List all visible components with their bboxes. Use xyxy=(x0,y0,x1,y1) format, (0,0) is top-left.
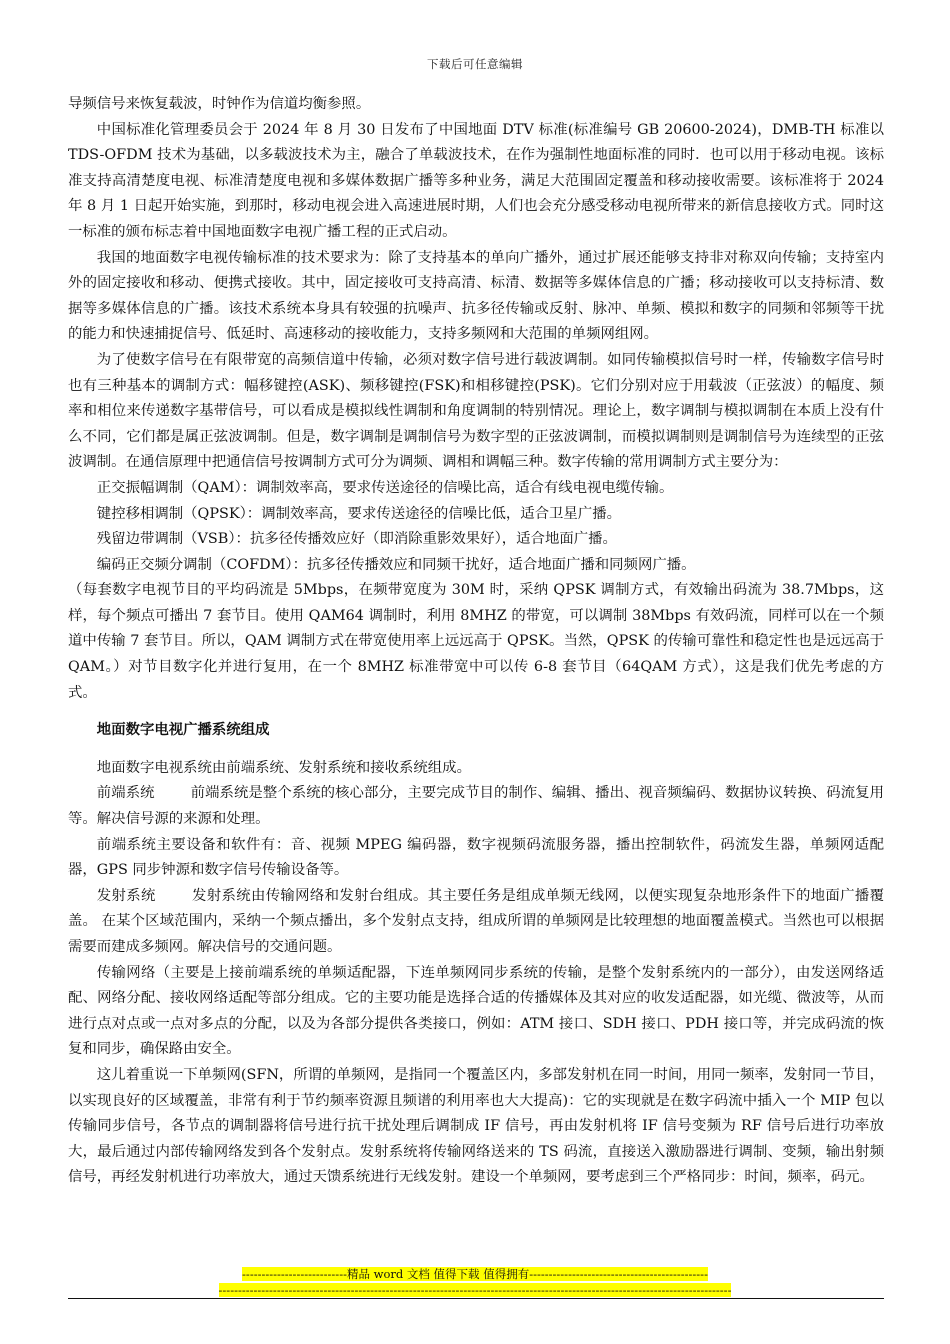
paragraph-transmit xyxy=(68,884,884,961)
footer-banner-text: ---------------------------精品 word 文档 值得下载 值得拥有---------------------------------------------- xyxy=(242,1267,708,1281)
transmit-label: 发射系统 xyxy=(96,887,156,904)
footer-dashes xyxy=(0,1282,950,1298)
section-heading: 地面数字电视广播系统组成 xyxy=(96,722,270,739)
paragraph-bitrate-note: （每套数字电视节目的平均码流是 5Mbps，在频带宽度为 30M 时，采纳 QPSK 调制方式，有效输出码流为 38.7Mbps，这样，每个频点可播出 7 套节目。使用 QAM64 调制时，利用 8MHZ 的带宽，可以调制 38Mbps 有效码流，同样可以在一个频道中传输 7 套节目。所以，QAM 调制方式在带宽使用率上远远高于 QPSK。当然，QPSK 的传输可靠性和稳定性也是远远高于 QAM。）对节目数字化并进行复用，在一个 8MHZ 标准带宽中可以传 6-8 套节目（64QAM 方式），这是我们优先考虑的方式。 xyxy=(68,582,884,701)
paragraph-system-intro: 地面数字电视系统由前端系统、发射系统和接收系统组成。 xyxy=(96,759,471,776)
transmit-text: 发射系统由传输网络和发射台组成。其主要任务是组成单频无线网，以便实现复杂地形条件下的地面广播覆盖。 在某个区域范围内，采纳一个频点播出，多个发射点支持，组成所谓的单频网是比较理想的地面覆盖模式。当然也可以根据需要而建成多频网。解决信号的交通问题。 xyxy=(68,887,884,955)
footer-banner xyxy=(0,1266,950,1282)
paragraph-technical-requirements: 我国的地面数字电视传输标准的技术要求为：除了支持基本的单向广播外，通过扩展还能够支持非对称双向传输；支持室内外的固定接收和移动、便携式接收。其中，固定接收可支持高清、标清、数据等多媒体信息的广播；移动接收可以支持标清、数据等多媒体信息的广播。该技术系统本身具有较强的抗噪声、抗多径传输或反射、脉冲、单频、模拟和数字的同频和邻频等干扰的能力和快速捕捉信号、低延时、高速移动的接收能力，支持多频网和大范围的单频网组网。 xyxy=(68,249,884,343)
paragraph-network: 传输网络（主要是上接前端系统的单频适配器，下连单频网同步系统的传输，是整个发射系统内的一部分），由发送网络适配、网络分配、接收网络适配等部分组成。它的主要功能是选择合适的传播媒体及其对应的收发适配器，如光缆、微波等，从而进行点对点或一点对多点的分配，以及为各部分提供各类接口，例如：ATM 接口、SDH 接口、PDH 接口等，并完成码流的恢复和同步，确保路由安全。 xyxy=(68,964,884,1058)
list-item-cofdm: 编码正交频分调制（COFDM）：抗多径传播效应和同频干扰好，适合地面广播和同频网广播。 xyxy=(96,556,696,573)
paragraph-modulation: 为了使数字信号在有限带宽的高频信道中传输，必须对数字信号进行载波调制。如同传输模拟信号时一样，传输数字信号时也有三种基本的调制方式：幅移键控(ASK)、频移键控(FSK)和相移键控(PSK)。它们分别对应于用载波（正弦波）的幅度、频率和相位来传递数字基带信号，可以看成是模拟线性调制和角度调制的特别情况。理论上，数字调制与模拟调制在本质上没有什么不同，它们都是属正弦波调制。但是，数字调制是调制信号为数字型的正弦波调制，而模拟调制则是调制信号为连续型的正弦波调制。在通信原理中把通信信号按调制方式可分为调频、调相和调幅三种。数字传输的常用调制方式主要分为： xyxy=(68,351,884,471)
paragraph-sfn: 这儿着重说一下单频网(SFN，所谓的单频网，是指同一个覆盖区内，多部发射机在同一时间，用同一频率，发射同一节目，以实现良好的区域覆盖，非常有利于节约频率资源且频谱的利用率也大大提高)：它的实现就是在数字码流中插入一个 MIP 包以传输同步信号，各节点的调制器将信号进行抗干扰处理后调制成 IF 信号，再由发射机将 IF 信号变频为 RF 信号后进行功率放大，最后通过内部传输网络发到各个发射点。发射系统将传输网络送来的 TS 码流，直接送入激励器进行调制、变频，输出射频信号，再经发射机进行功率放大，通过天馈系统进行无线发射。建设一个单频网，要考虑到三个严格同步：时间，频率，码元。 xyxy=(68,1066,884,1186)
footer-rule xyxy=(68,1298,884,1299)
paragraph-frontend-equipment: 前端系统主要设备和软件有：音、视频 MPEG 编码器，数字视频码流服务器，播出控制软件，码流发生器，单频网适配器，GPS 同步钟源和数字信号传输设备等。 xyxy=(68,836,884,879)
document-body xyxy=(68,92,884,1191)
list-item-qpsk: 键控移相调制（QPSK）：调制效率高，要求传送途径的信噪比低，适合卫星广播。 xyxy=(96,505,621,522)
paragraph-dtv-standard: 中国标准化管理委员会于 2024 年 8 月 30 日发布了中国地面 DTV 标准(标准编号 GB 20600-2024)，DMB-TH 标准以 TDS-OFDM 技术为基础，以多载波技术为主，融合了单载波技术，在作为强制性地面标准的同时．也可以用于移动电视。该标准支持高清楚度电视、标准清楚度电视和多媒体数据广播等多种业务，满足大范围固定覆盖和移动接收需要。该标准将于 2024 年 8 月 1 日起开始实施，到那时，移动电视会进入高速进展时期，人们也会充分感受移动电视所带来的新信息接收方式。同时这一标准的颁布标志着中国地面数字电视广播工程的正式启动。 xyxy=(68,121,884,240)
paragraph-frontend xyxy=(68,781,884,832)
list-item-vsb: 残留边带调制（VSB）：抗多径传播效应好（即消除重影效果好），适合地面广播。 xyxy=(96,531,617,548)
frontend-text: 前端系统是整个系统的核心部分，主要完成节目的制作、编辑、播出、视音频编码、数据协议转换、码流复用等。解决信号源的来源和处理。 xyxy=(68,785,884,828)
list-item-qam: 正交振幅调制（QAM）：调制效率高，要求传送途径的信噪比高，适合有线电视电缆传输。 xyxy=(96,479,674,496)
page-header: 下载后可任意编辑 xyxy=(427,57,523,71)
frontend-label: 前端系统 xyxy=(96,785,155,802)
footer-dashes-text: ------------------------------------------------------------------------------------------------------------------------------------ xyxy=(218,1283,732,1297)
paragraph-continuation: 导频信号来恢复载波，时钟作为信道均衡参照。 xyxy=(68,96,371,112)
